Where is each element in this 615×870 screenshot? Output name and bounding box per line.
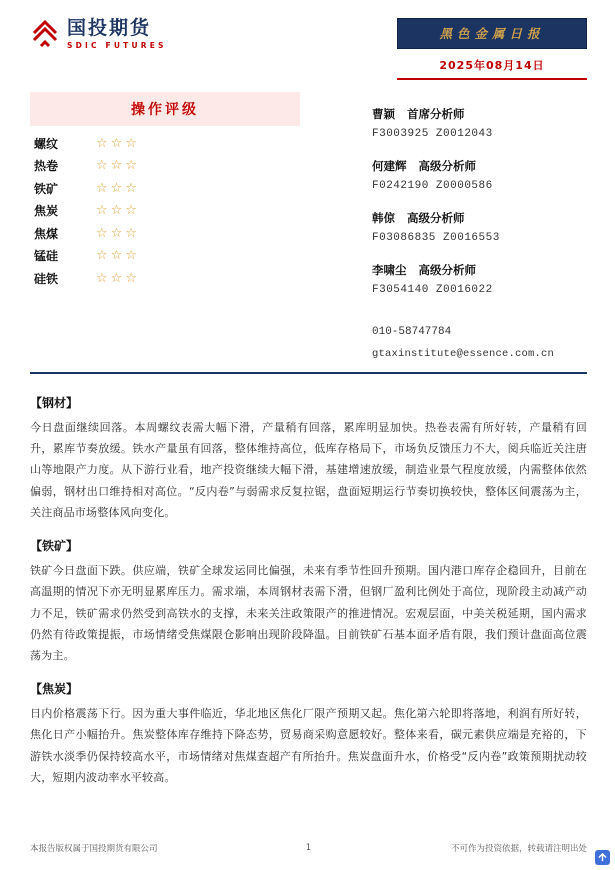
section-coke bbox=[30, 680, 587, 788]
rating-row bbox=[34, 177, 300, 200]
section-iron-ore bbox=[30, 537, 587, 666]
analyst-codes: F03086835 Z0016553 bbox=[372, 232, 500, 244]
rating-row bbox=[34, 200, 300, 223]
logo-mark-icon bbox=[30, 18, 60, 48]
logo-text bbox=[67, 18, 167, 50]
analyst-name-title bbox=[372, 210, 587, 232]
rating-row bbox=[34, 222, 300, 245]
ratings-title: 操作评级 bbox=[30, 92, 300, 126]
rating-row bbox=[34, 245, 300, 268]
corner-glyph-icon bbox=[598, 853, 607, 862]
analyst-name: 曹颖 bbox=[372, 107, 395, 121]
analyst-codes: F3054140 Z0016022 bbox=[372, 284, 493, 296]
brand-name: 国投期货 bbox=[67, 17, 152, 39]
rating-row bbox=[34, 267, 300, 290]
analyst-title: 高级分析师 bbox=[418, 263, 477, 277]
analyst-entry bbox=[372, 106, 587, 152]
section-heading: 【铁矿】 bbox=[30, 539, 79, 554]
analyst-codes: F0242190 Z0000586 bbox=[372, 180, 493, 192]
rating-name: 焦炭 bbox=[34, 204, 59, 219]
analyst-title: 高级分析师 bbox=[407, 211, 465, 225]
analyst-name-title bbox=[372, 106, 587, 128]
section-heading: 【焦炭】 bbox=[30, 682, 79, 697]
report-meta bbox=[397, 18, 587, 80]
rating-name: 热卷 bbox=[34, 159, 59, 174]
footer-disclaimer: 不可作为投资依据，转载请注明出处 bbox=[450, 844, 587, 854]
analyst-name-title bbox=[372, 158, 587, 180]
header-divider bbox=[30, 372, 587, 374]
report-title-banner: 黑色金属日报 bbox=[397, 18, 587, 49]
company-logo bbox=[30, 18, 167, 50]
section-text: 铁矿今日盘面下跌。供应端，铁矿全球发运同比偏强，未来有季节性回升预期。国内港口库存企稳回升，目前在高温期的情况下亦无明显累库压力。需求端，本周钢材表需下滑，但钢厂盈利比例处于高位，现阶段主动减产动力不足，铁矿需求仍然受到高铁水的支撑，未来关注政策限产的推进情况。宏观层面，中美关税延期，国内需求仍然有待政策提振，市场情绪受焦煤限仓影响出现阶段降温。目前铁矿石基本面矛盾有限，我们预计盘面高位震荡为主。 bbox=[30, 564, 587, 662]
contact-phone: 010-58747784 bbox=[372, 326, 452, 338]
section-text: 今日盘面继续回落。本周螺纹表需大幅下滑，产量稍有回落，累库明显加快。热卷表需有所好转，产量稍有回升，累库节奏放缓。铁水产量虽有回落，整体维持高位，低库存格局下，市场负反馈压力不大，阅兵临近关注唐山等地限产力度。从下游行业看，地产投资继续大幅下滑，基建增速放缓，制造业景气程度放缓，内需整体依然偏弱，钢材出口维持相对高位。“反内卷”与弱需求反复拉锯，盘面短期运行节奏切换较快，整体区间震荡为主，关注商品市场整体风向变化。 bbox=[30, 421, 587, 519]
header bbox=[0, 0, 615, 80]
analyst-entry bbox=[372, 262, 587, 308]
ratings-list bbox=[30, 126, 300, 290]
analyst-entry bbox=[372, 210, 587, 256]
ratings-panel bbox=[30, 92, 300, 360]
report-date: 2025年08月14日 bbox=[397, 49, 587, 80]
section-text: 日内价格震荡下行。因为重大事件临近，华北地区焦化厂限产预期又起。焦化第六轮即将落地，利润有所好转，焦化日产小幅抬升。焦炭整体库存维持下降态势，贸易商采购意愿较好。整体来看，碳元素供应端是充裕的，下游铁水淡季仍保持较高水平，市场情绪对焦煤查超产有所抬升。焦炭盘面升水，价格受“反内卷”政策预期扰动较大，短期内波动率水平较高。 bbox=[30, 707, 587, 784]
analyst-name: 何建辉 bbox=[372, 159, 407, 173]
analyst-codes: F3003925 Z0012043 bbox=[372, 128, 493, 140]
star-rating: ☆☆☆ bbox=[96, 270, 140, 286]
rating-row bbox=[34, 132, 300, 155]
rating-name: 焦煤 bbox=[34, 226, 59, 241]
rating-name: 铁矿 bbox=[34, 181, 59, 196]
analyst-title: 首席分析师 bbox=[407, 107, 465, 121]
rating-name: 硅铁 bbox=[34, 271, 59, 286]
page-footer bbox=[30, 842, 587, 854]
analyst-title: 高级分析师 bbox=[418, 159, 477, 173]
rating-row bbox=[34, 155, 300, 178]
rating-name: 螺纹 bbox=[34, 136, 59, 151]
corner-app-icon[interactable] bbox=[595, 850, 610, 865]
analysts-panel bbox=[372, 92, 587, 360]
report-body bbox=[0, 378, 615, 788]
star-rating: ☆☆☆ bbox=[96, 180, 140, 196]
analyst-name: 韩倞 bbox=[372, 211, 395, 225]
footer-copyright: 本报告版权属于国投期货有限公司 bbox=[30, 844, 158, 854]
brand-name-en: SDIC FUTURES bbox=[67, 40, 167, 50]
section-steel bbox=[30, 394, 587, 523]
analyst-name: 李啸尘 bbox=[372, 263, 407, 277]
analyst-entry bbox=[372, 158, 587, 204]
rating-name: 锰硅 bbox=[34, 249, 59, 264]
contact-email: gtaxinstitute@essence.com.cn bbox=[372, 348, 555, 360]
info-row bbox=[0, 80, 615, 360]
star-rating: ☆☆☆ bbox=[96, 135, 140, 151]
star-rating: ☆☆☆ bbox=[96, 248, 140, 264]
analyst-name-title bbox=[372, 262, 587, 284]
page-number: 1 bbox=[305, 843, 312, 853]
star-rating: ☆☆☆ bbox=[96, 203, 140, 219]
star-rating: ☆☆☆ bbox=[96, 158, 140, 174]
star-rating: ☆☆☆ bbox=[96, 225, 140, 241]
section-heading: 【钢材】 bbox=[30, 396, 79, 410]
